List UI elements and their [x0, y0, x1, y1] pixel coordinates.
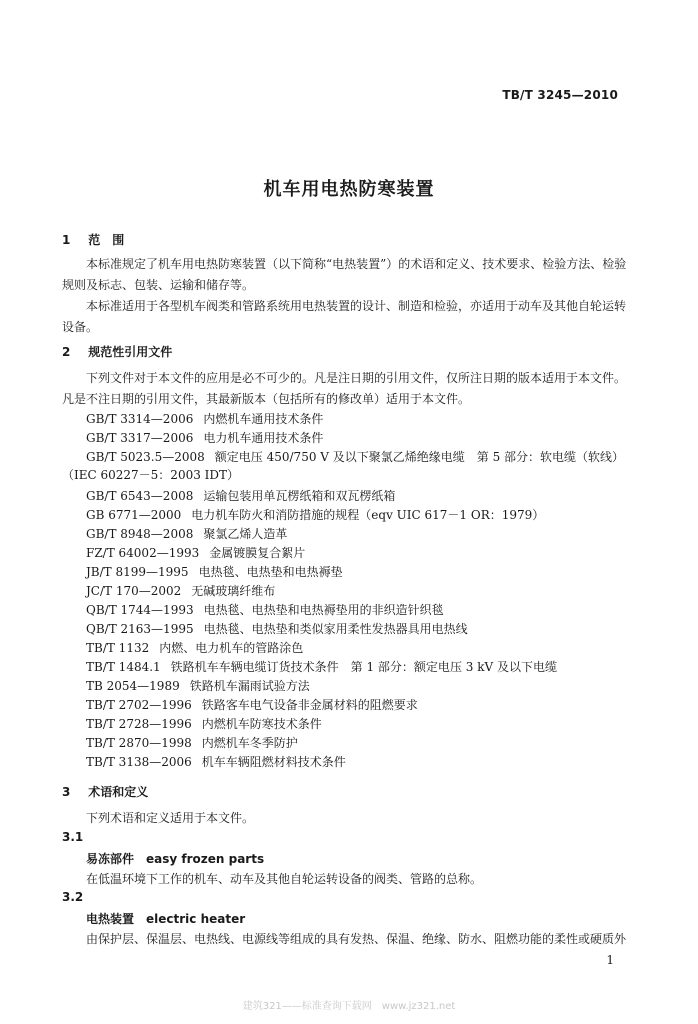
- ref-item-continuation: [62, 467, 239, 483]
- ref-name: 电力机车防火和消防措施的规程（eqv UIC 617－1 OR：1979）: [191, 508, 545, 522]
- ref-code: TB/T 2702—1996: [86, 698, 192, 712]
- section-3-number: 3: [62, 785, 71, 799]
- ref-item: [86, 678, 310, 694]
- term-3-2-number: 3.2: [62, 890, 84, 904]
- ref-item: [86, 716, 322, 732]
- ref-code: GB 6771—2000: [86, 508, 182, 522]
- ref-name: 运输包装用单瓦楞纸箱和双瓦楞纸箱: [203, 489, 396, 503]
- ref-item: [86, 545, 305, 561]
- ref-code: FZ/T 64002—1993: [86, 546, 200, 560]
- ref-name: 电热毯、电热垫和电热褥垫用的非织造针织毯: [203, 603, 444, 617]
- ref-code: TB/T 2728—1996: [86, 717, 192, 731]
- document-title: 机车用电热防寒装置: [263, 179, 435, 200]
- ref-item: [86, 564, 343, 580]
- ref-item: [86, 583, 275, 599]
- section-1-para-1-text: 本标准规定了机车用电热防寒装置（以下简称“电热装置”）的术语和定义、技术要求、检验方法、检验规则及标志、包装、运输和储存等。: [62, 257, 627, 292]
- ref-code: JB/T 8199—1995: [86, 565, 189, 579]
- section-1-para-2-text: 本标准适用于各型机车阀类和管路系统用电热装置的设计、制造和检验，亦适用于动车及其他自轮运转设备。: [62, 299, 627, 334]
- ref-item: [86, 697, 418, 713]
- ref-name: 电力机车通用技术条件: [203, 431, 324, 445]
- ref-item: [86, 449, 624, 465]
- ref-name: 铁路客车电气设备非金属材料的阻燃要求: [201, 698, 418, 712]
- ref-code: QB/T 2163—1995: [86, 622, 194, 636]
- ref-item: [86, 640, 303, 656]
- ref-name: 铁路机车车辆电缆订货技术条件 第 1 部分：额定电压 3 kV 及以下电缆: [170, 660, 557, 674]
- ref-item: [86, 526, 287, 542]
- ref-code: TB/T 1484.1: [86, 660, 161, 674]
- ref-name: 机车车辆阻燃材料技术条件: [201, 755, 346, 769]
- term-3-1-number: 3.1: [62, 830, 84, 844]
- section-2-heading: [62, 343, 172, 360]
- section-2-title: 规范性引用文件: [88, 345, 173, 359]
- section-1-para-1: [62, 254, 636, 296]
- ref-code: TB/T 1132: [86, 641, 150, 655]
- term-3-2-definition: 由保护层、保温层、电热线、电源线等组成的具有发热、保温、绝缘、防水、阻燃功能的柔性或硬质外: [86, 932, 627, 946]
- ref-code: TB/T 3138—2006: [86, 755, 192, 769]
- ref-code: GB/T 5023.5—2008: [86, 450, 205, 464]
- ref-item: [86, 659, 557, 675]
- section-1-para-2: [62, 296, 636, 338]
- ref-code: QB/T 1744—1993: [86, 603, 194, 617]
- ref-name: 内燃机车防寒技术条件: [201, 717, 322, 731]
- term-zh: 电热装置: [86, 912, 135, 926]
- page-number: 1: [606, 953, 614, 967]
- ref-item: [86, 602, 444, 618]
- ref-item: [86, 735, 298, 751]
- ref-code: GB/T 8948—2008: [86, 527, 194, 541]
- ref-code: JC/T 170—2002: [86, 584, 182, 598]
- ref-name: 内燃、电力机车的管路涂色: [159, 641, 304, 655]
- term-en: easy frozen parts: [146, 852, 265, 866]
- ref-item: [86, 430, 323, 446]
- term-3-1-title: [86, 850, 264, 867]
- section-3-heading: [62, 783, 148, 800]
- section-2-number: 2: [62, 345, 71, 359]
- section-2-intro-text: 下列文件对于本文件的应用是必不可少的。凡是注日期的引用文件，仅所注日期的版本适用于本文件。凡是不注日期的引用文件，其最新版本（包括所有的修改单）适用于本文件。: [62, 371, 627, 406]
- term-zh: 易冻部件: [86, 852, 135, 866]
- ref-item: [86, 754, 346, 770]
- section-1-title: 范 围: [88, 233, 125, 247]
- section-2-intro: [62, 368, 636, 410]
- ref-name: 铁路机车漏雨试验方法: [189, 679, 310, 693]
- term-en: electric heater: [146, 912, 246, 926]
- ref-name: 额定电压 450/750 V 及以下聚氯乙烯绝缘电缆 第 5 部分：软电缆（软线）: [214, 450, 625, 464]
- ref-code: TB/T 2870—1998: [86, 736, 192, 750]
- footer-watermark: 建筑321——标准查询下载网 www.jz321.net: [242, 1001, 456, 1012]
- standard-code: TB/T 3245—2010: [502, 88, 618, 102]
- ref-name: （IEC 60227－5：2003 IDT）: [62, 468, 240, 482]
- ref-code: GB/T 6543—2008: [86, 489, 194, 503]
- ref-name: 电热毯、电热垫和电热褥垫: [198, 565, 343, 579]
- ref-name: 电热毯、电热垫和类似家用柔性发热器具用电热线: [203, 622, 468, 636]
- ref-item: [86, 488, 395, 504]
- ref-item: [86, 621, 468, 637]
- ref-name: 内燃机车冬季防护: [201, 736, 298, 750]
- ref-code: GB/T 3314—2006: [86, 412, 194, 426]
- ref-item: [86, 507, 544, 523]
- section-3-title: 术语和定义: [88, 785, 149, 799]
- ref-name: 聚氯乙烯人造革: [203, 527, 288, 541]
- section-3-intro: 下列术语和定义适用于本文件。: [86, 811, 255, 825]
- section-1-heading: [62, 231, 124, 248]
- term-3-2-title: [86, 910, 245, 927]
- ref-code: GB/T 3317—2006: [86, 431, 194, 445]
- ref-name: 无碱玻璃纤维布: [191, 584, 276, 598]
- ref-item: [86, 411, 323, 427]
- ref-code: TB 2054—1989: [86, 679, 180, 693]
- term-3-1-definition: 在低温环境下工作的机车、动车及其他自轮运转设备的阀类、管路的总称。: [86, 872, 483, 886]
- section-1-number: 1: [62, 233, 71, 247]
- ref-name: 金属镀膜复合絮片: [209, 546, 306, 560]
- ref-name: 内燃机车通用技术条件: [203, 412, 324, 426]
